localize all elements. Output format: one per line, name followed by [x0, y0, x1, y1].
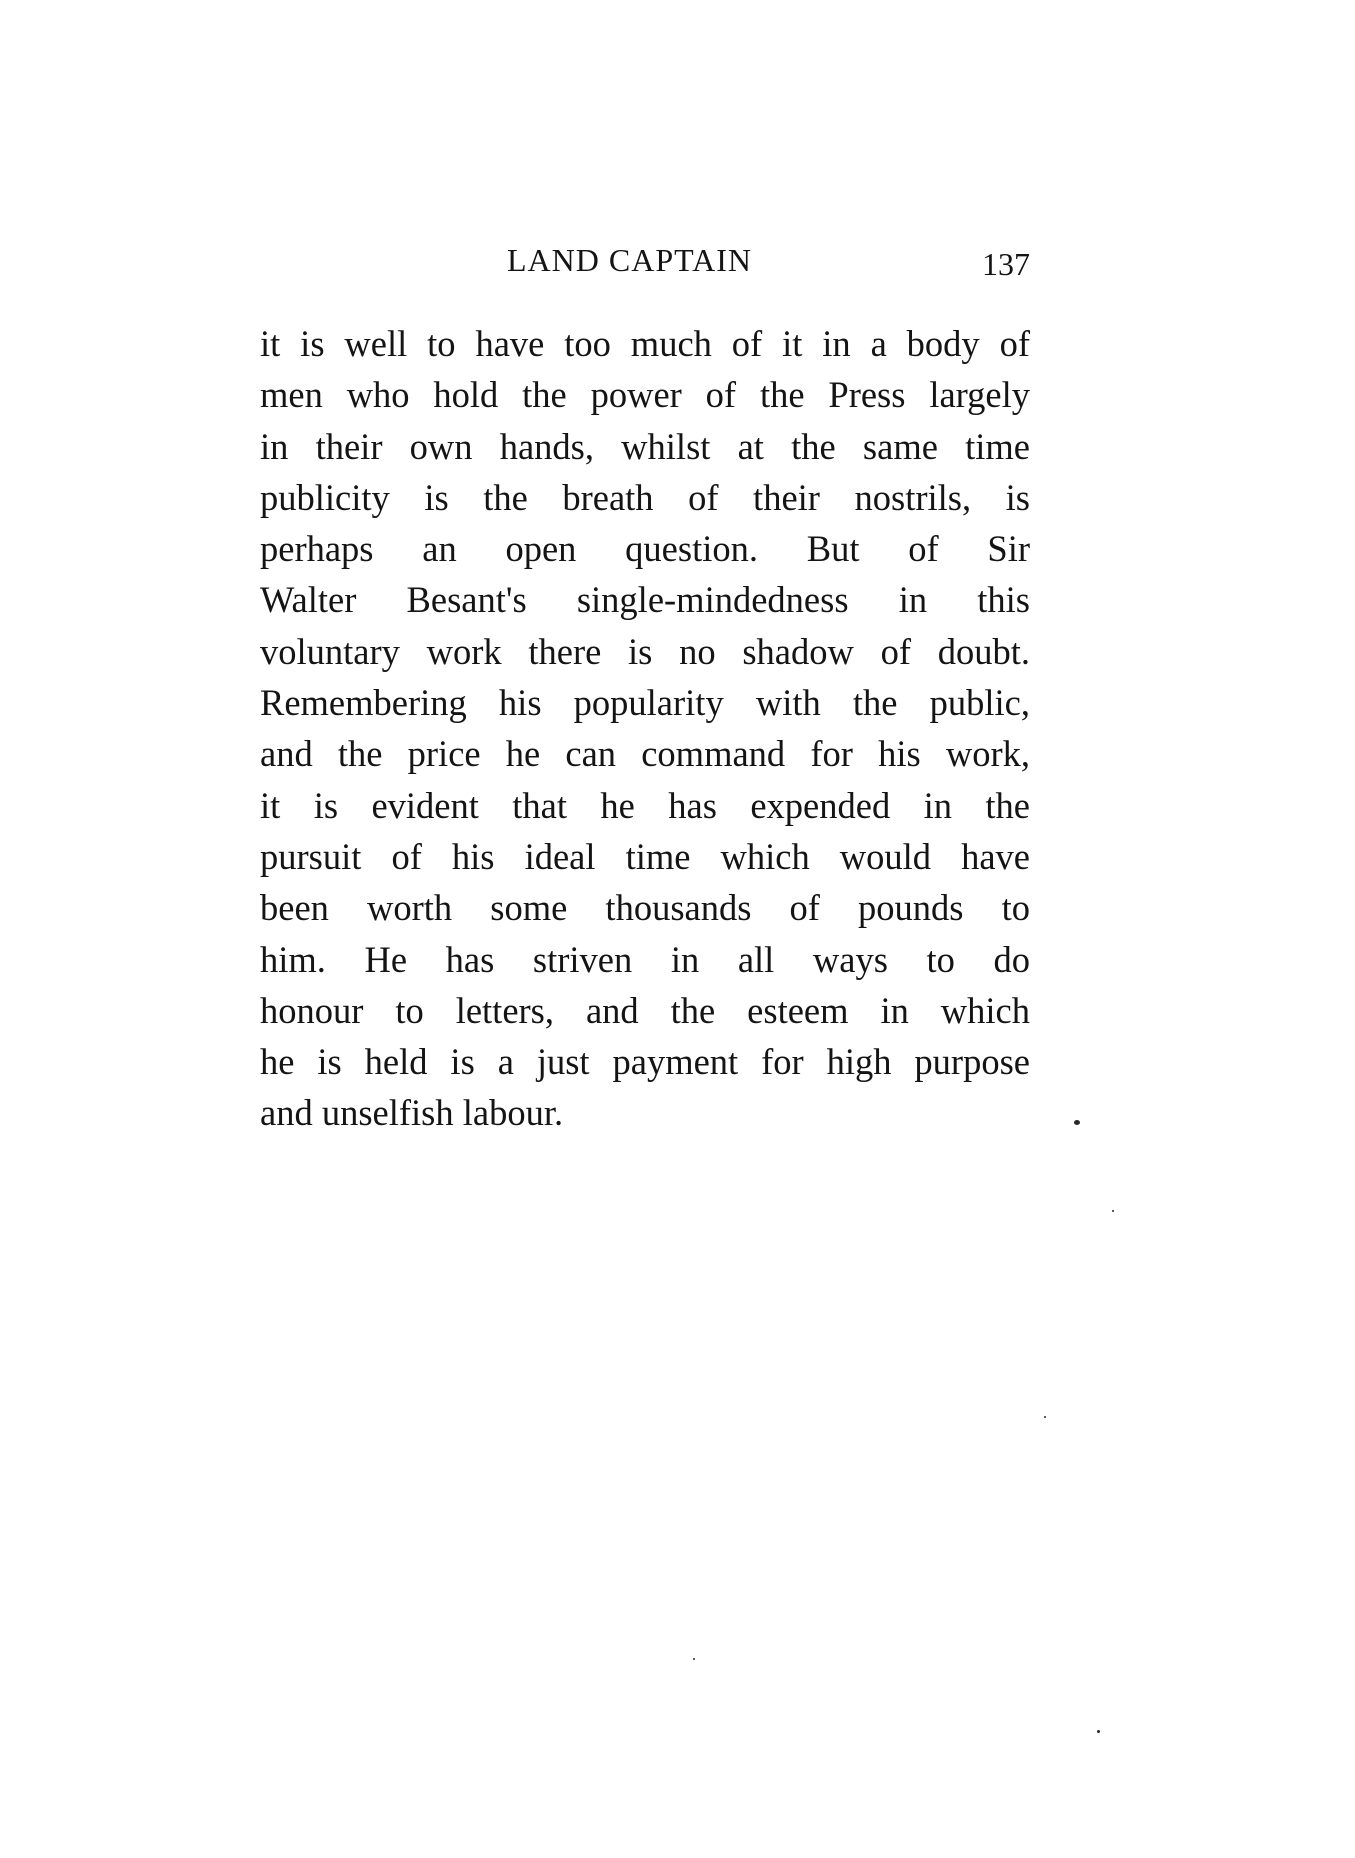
text-line: he is held is a just payment for high purpose [260, 1041, 1030, 1083]
text-line: it is well to have too much of it in a body of [260, 323, 1030, 364]
page-number: 137 [982, 246, 1030, 282]
scan-speck [1044, 1416, 1046, 1418]
running-head [260, 240, 1030, 280]
text-line: and unselfish labour. [260, 1092, 564, 1134]
text-line: perhaps an open question. But of Sir [260, 528, 1030, 570]
scan-speck [1074, 1120, 1080, 1125]
scan-speck [693, 1658, 695, 1660]
text-line: him. He has striven in all ways to do [260, 938, 1030, 980]
text-line: publicity is the breath of their nostrils, is [260, 476, 1030, 518]
text-line: voluntary work there is no shadow of doubt. [260, 630, 1030, 672]
text-line: in their own hands, whilst at the same time [260, 425, 1030, 467]
scan-speck [1097, 1730, 1100, 1733]
text-line: Remembering his popularity with the public, [260, 682, 1030, 724]
text-line: and the price he can command for his work, [260, 733, 1030, 775]
text-line: pursuit of his ideal time which would have [260, 835, 1030, 877]
text-line: been worth some thousands of pounds to [260, 887, 1030, 929]
text-line: honour to letters, and the esteem in which [260, 989, 1030, 1031]
scan-speck [1112, 1210, 1114, 1212]
text-line: it is evident that he has expended in the [260, 784, 1030, 826]
running-title: LAND CAPTAIN [507, 242, 752, 278]
body-text [260, 318, 1030, 1139]
text-line: men who hold the power of the Press largely [260, 374, 1030, 416]
text-line: Walter Besant's single-mindedness in this [260, 579, 1030, 621]
